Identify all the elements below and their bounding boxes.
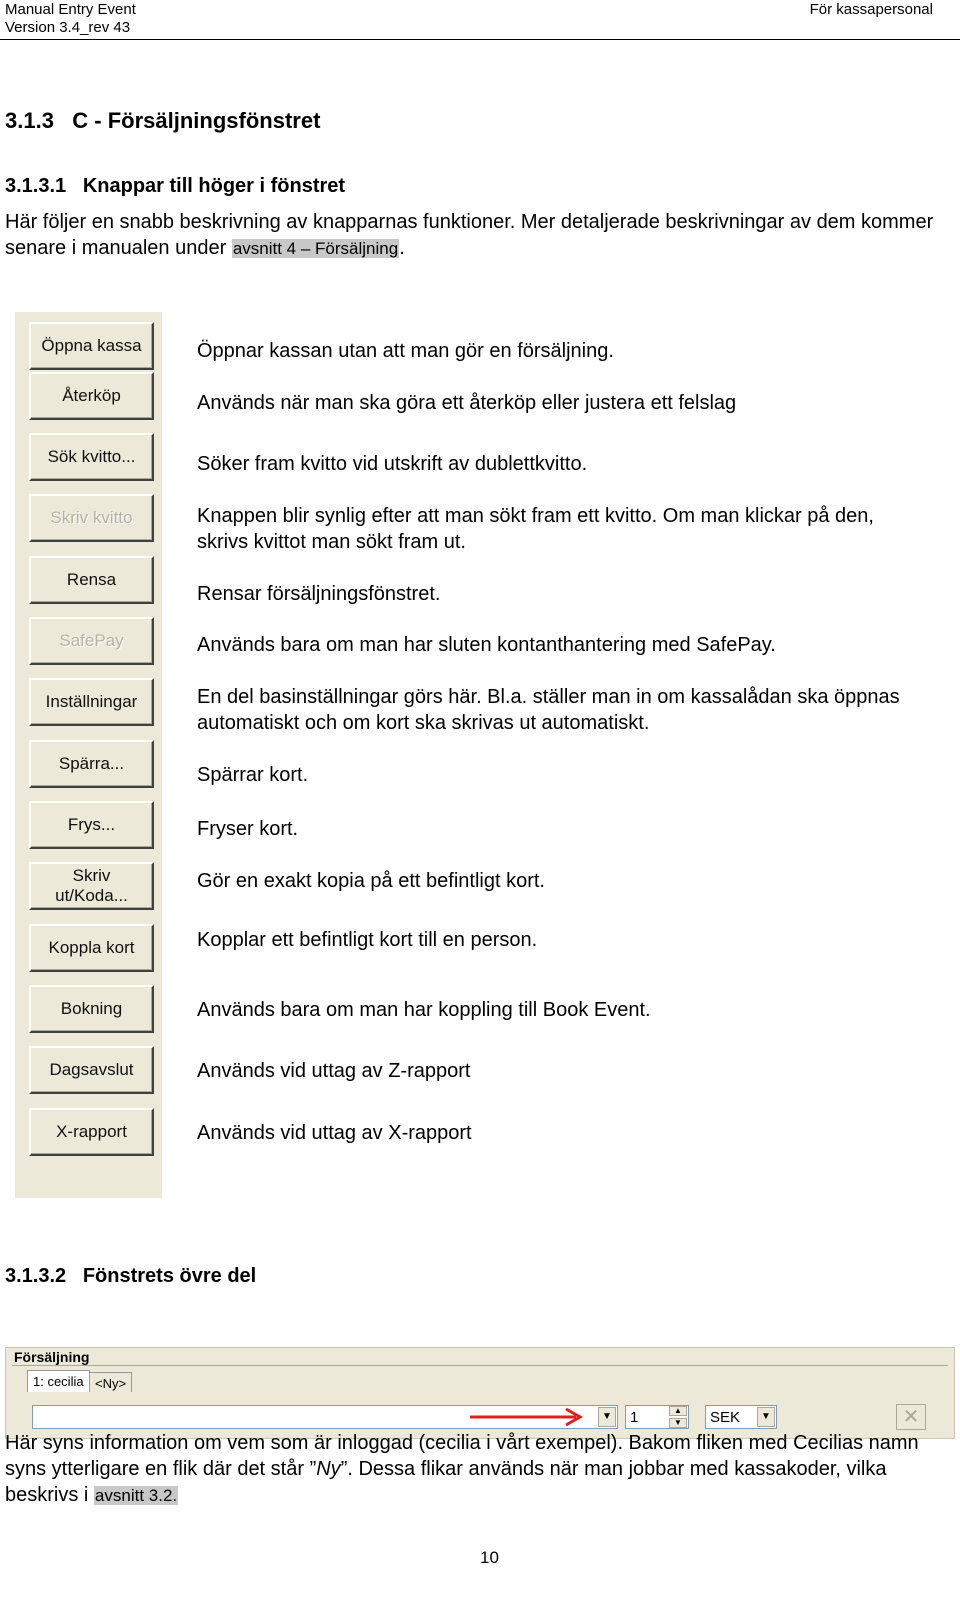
outro-reference: avsnitt 3.2. xyxy=(94,1486,178,1505)
currency-select[interactable] xyxy=(705,1405,777,1429)
clear-button[interactable]: ✕ xyxy=(896,1404,926,1430)
page-number: 10 xyxy=(480,1548,499,1567)
doc-title: Manual Entry Event xyxy=(5,1,136,18)
sales-window xyxy=(5,1347,955,1439)
chevron-down-icon[interactable]: ▼ xyxy=(598,1407,616,1427)
quantity-stepper[interactable] xyxy=(625,1405,689,1429)
quantity-spin[interactable] xyxy=(669,1406,687,1428)
outro-paragraph xyxy=(5,1430,935,1509)
btn-print-receipt[interactable]: Skriv kvitto xyxy=(29,494,154,542)
header-rule xyxy=(0,39,960,40)
tab-user[interactable]: 1: cecilia xyxy=(27,1370,90,1392)
btn-print-encode[interactable]: Skriv ut/Koda... xyxy=(29,862,154,910)
btn-open-register[interactable]: Öppna kassa xyxy=(29,322,154,370)
desc-search-receipt: Söker fram kvitto vid utskrift av dublettkvitto. xyxy=(197,453,588,475)
outro-text-a: Här syns information om vem som är inloggad (cecilia i vårt exempel). Bakom fliken med Cecilias namn syns ytterligare en flik där det står ” xyxy=(5,1432,919,1480)
desc-freeze-card: Fryser kort. xyxy=(197,818,299,840)
spin-up-icon[interactable]: ▲ xyxy=(669,1406,687,1416)
subsection-heading-top: 3.1.3.2 Fönstrets övre del xyxy=(5,1265,257,1287)
doc-version: Version 3.4_rev 43 xyxy=(5,19,131,36)
intro-paragraph xyxy=(5,209,935,262)
btn-search-receipt[interactable]: Sök kvitto... xyxy=(29,433,154,481)
btn-day-close[interactable]: Dagsavslut xyxy=(29,1046,154,1094)
subsection-heading-buttons: 3.1.3.1 Knappar till höger i fönstret xyxy=(5,175,346,197)
outro-ny: Ny xyxy=(316,1458,341,1480)
desc-print-encode: Gör en exakt kopia på ett befintligt kort. xyxy=(197,870,545,892)
window-title-divider xyxy=(12,1365,948,1366)
desc-open-register: Öppnar kassan utan att man gör en försäljning. xyxy=(197,340,614,362)
desc-refund: Används när man ska göra ett återköp eller justera ett felslag xyxy=(197,392,737,414)
outro-text-b: ”. Dessa flikar används när man jobbar med kassakoder, vilka beskrivs i xyxy=(5,1458,887,1506)
intro-reference: avsnitt 4 – Försäljning xyxy=(232,239,399,258)
btn-block-card[interactable]: Spärra... xyxy=(29,740,154,788)
desc-day-close: Används vid uttag av Z-rapport xyxy=(197,1060,471,1082)
desc-block-card: Spärrar kort. xyxy=(197,764,309,786)
desc-print-receipt: Knappen blir synlig efter att man sökt fram ett kvitto. Om man klickar på den, skrivs kvittot man sökt fram ut. xyxy=(197,505,874,553)
intro-text: Här följer en snabb beskrivning av knapparnas funktioner. Mer detaljerade beskrivningar av dem kommer senare i manualen under xyxy=(5,211,934,259)
btn-refund[interactable]: Återköp xyxy=(29,372,154,420)
btn-settings[interactable]: Inställningar xyxy=(29,678,154,726)
spin-down-icon[interactable]: ▼ xyxy=(669,1418,687,1428)
desc-settings: En del basinställningar görs här. Bl.a. ställer man in om kassalådan ska öppnas automatiskt och om kort ska skrivas ut automatiskt. xyxy=(197,686,900,734)
desc-clear: Rensar försäljningsfönstret. xyxy=(197,583,441,605)
desc-x-report: Används vid uttag av X-rapport xyxy=(197,1122,472,1144)
red-arrow-icon xyxy=(468,1406,586,1428)
button-panel xyxy=(15,312,162,1198)
chevron-down-icon[interactable]: ▼ xyxy=(757,1407,775,1427)
tab-new[interactable]: <Ny> xyxy=(89,1372,132,1392)
desc-link-card: Kopplar ett befintligt kort till en person. xyxy=(197,929,538,951)
btn-safepay[interactable]: SafePay xyxy=(29,617,154,665)
quantity-value: 1 xyxy=(630,1409,639,1426)
btn-link-card[interactable]: Koppla kort xyxy=(29,924,154,972)
currency-value: SEK xyxy=(710,1409,741,1426)
doc-audience: För kassapersonal xyxy=(809,1,933,18)
desc-safepay: Används bara om man har sluten kontanthantering med SafePay. xyxy=(197,634,776,656)
btn-x-report[interactable]: X-rapport xyxy=(29,1108,154,1156)
intro-end: . xyxy=(399,237,405,259)
desc-booking: Används bara om man har koppling till Book Event. xyxy=(197,999,651,1021)
window-title: Försäljning xyxy=(14,1349,90,1365)
btn-freeze-card[interactable]: Frys... xyxy=(29,801,154,849)
section-heading: 3.1.3 C - Försäljningsfönstret xyxy=(5,108,321,133)
btn-clear[interactable]: Rensa xyxy=(29,556,154,604)
btn-booking[interactable]: Bokning xyxy=(29,985,154,1033)
